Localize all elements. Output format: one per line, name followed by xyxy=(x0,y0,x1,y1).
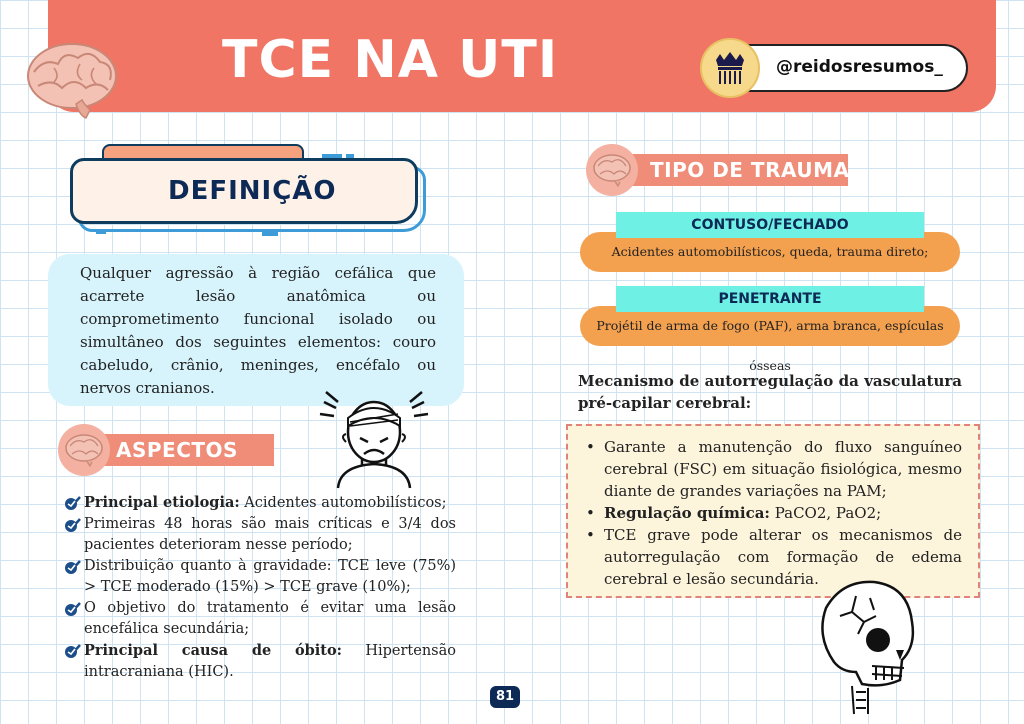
closed-trauma-desc-pill xyxy=(580,232,960,272)
definition-text: Qualquer agressão à região cefálica que acarrete lesão anatômica ou comprometimento funcional isolado ou simultâneo dos seguintes elementos: couro cabeludo, crânio, meninges, encéfalo ou nervos cranianos. xyxy=(80,264,436,397)
list-item xyxy=(64,514,456,556)
aspects-list xyxy=(64,492,456,683)
penetrating-trauma-desc: Projétil de arma de fogo (PAF), arma branca, espículas ósseas xyxy=(596,318,944,373)
page-title: TCE NA UTI xyxy=(222,30,559,90)
item-text: PaCO2, PaO2; xyxy=(769,504,882,522)
check-icon xyxy=(64,559,82,575)
item-text: Distribuição quanto à gravidade: TCE leve (75%) > TCE moderado (15%) > TCE grave (10%); xyxy=(84,558,456,595)
autoregulation-title: Mecanismo de autorregulação da vasculatura pré-capilar cerebral: xyxy=(578,372,962,412)
autoregulation-list xyxy=(584,436,962,590)
closed-trauma-desc: Acidentes automobilísticos, queda, trauma direto; xyxy=(611,244,929,259)
brain-icon xyxy=(58,424,110,476)
check-icon xyxy=(64,643,82,659)
definition-title: DEFINIÇÃO xyxy=(168,176,337,206)
item-bold: Principal causa de óbito: xyxy=(84,642,343,659)
skull-fracture-icon xyxy=(812,576,920,716)
check-icon xyxy=(64,495,82,511)
check-icon xyxy=(64,601,82,617)
decor-dash xyxy=(322,154,342,158)
brain-icon xyxy=(586,144,638,196)
list-item xyxy=(584,436,962,502)
item-bold: Regulação química: xyxy=(604,504,770,522)
crown-logo-icon xyxy=(700,38,760,98)
decor-dash xyxy=(346,154,354,158)
social-handle: @reidosresumos_ xyxy=(776,57,943,77)
item-text: Acidentes automobilísticos; xyxy=(239,495,447,511)
closed-trauma-label: CONTUSO/FECHADO xyxy=(616,212,924,238)
aspects-title: ASPECTOS xyxy=(116,438,238,462)
penetrating-trauma-desc-pill xyxy=(580,306,960,373)
trauma-brain-badge xyxy=(586,144,638,196)
decor-dash xyxy=(262,232,278,236)
trauma-type-title: TIPO DE TRAUMA xyxy=(650,158,850,182)
brain-icon xyxy=(24,38,120,120)
penetrating-trauma-label: PENETRANTE xyxy=(616,286,924,312)
item-text: TCE grave pode alterar os mecanismos de autorregulação com formação de edema cerebral e lesão secundária. xyxy=(604,526,962,588)
check-icon xyxy=(64,517,82,533)
item-text: O objetivo do tratamento é evitar uma lesão encefálica secundária; xyxy=(84,600,456,637)
list-item xyxy=(64,640,456,683)
list-item xyxy=(64,556,456,598)
item-text: Hipertensão intracraniana (HIC). xyxy=(84,643,456,680)
item-text: Garante a manutenção do fluxo sanguíneo cerebral (FSC) em situação fisiológica, mesmo diante de grandes variações na PAM; xyxy=(604,438,962,500)
item-bold: Principal etiologia: xyxy=(84,494,240,511)
headache-person-icon xyxy=(318,380,430,492)
item-text: Primeiras 48 horas são mais críticas e 3/4 dos pacientes deterioram nesse período; xyxy=(84,516,456,553)
aspects-brain-badge xyxy=(58,424,110,476)
decor-dash xyxy=(96,230,106,234)
page-number: 81 xyxy=(490,686,520,708)
list-item xyxy=(584,502,962,524)
list-item xyxy=(64,492,456,514)
list-item xyxy=(64,598,456,640)
